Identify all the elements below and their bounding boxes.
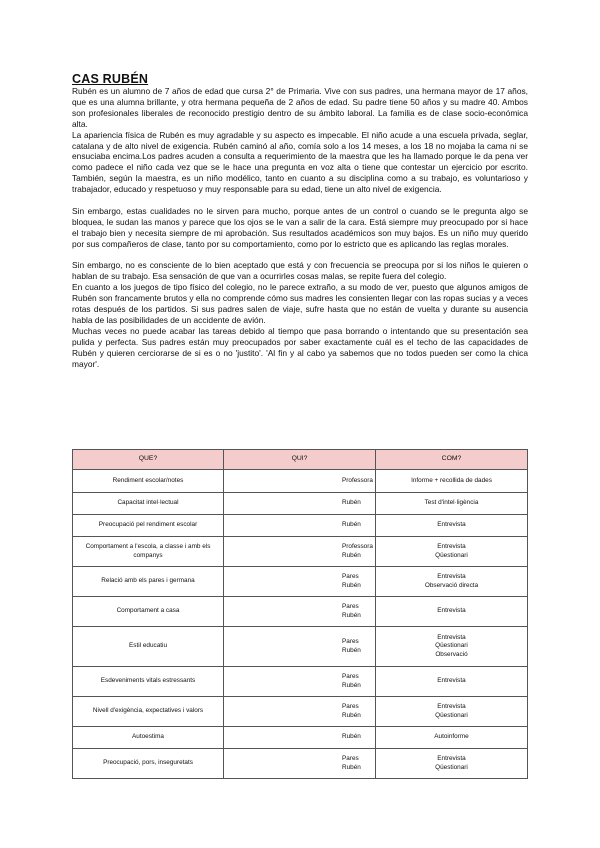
cell-qui-line: Professora xyxy=(342,543,373,551)
cell-com-line: Qüestionari xyxy=(435,642,468,650)
cell-com xyxy=(376,727,528,749)
cell-com-line: Observació directa xyxy=(424,581,479,589)
cell-qui xyxy=(224,667,376,697)
cell-com-line: Qüestionari xyxy=(435,711,468,719)
cell-com xyxy=(376,470,528,493)
cell-qui-line: Rubén xyxy=(342,763,361,771)
cell-que: Preocupació pel rendiment escolar xyxy=(73,515,224,537)
cell-qui-line: Pares xyxy=(342,638,359,646)
cell-com-line: Entrevista xyxy=(437,607,466,615)
cell-qui xyxy=(224,597,376,627)
cell-com-line: Entrevista xyxy=(437,755,466,763)
cell-que: Capacitat intel·lectual xyxy=(73,493,224,515)
cell-qui-line: Pares xyxy=(342,673,359,681)
table-row xyxy=(73,515,528,537)
cell-com xyxy=(376,697,528,727)
paragraph: Sin embargo, estas cualidades no le sirven para mucho, porque antes de un control o cuando se le pregunta algo se bloquea, le sudan las manos y parece que los ojos se le van a salir de la cara. Está siempre muy preocupado por si hace el trabajo bien y necesita siempre de mi aprobación. Sus resultados académicos son muy bajos. Es un niño muy querido por sus compañeros de clase, tanto por su comportamiento, como por lo estricto que es aplicando las reglas morales. xyxy=(72,205,528,249)
cell-qui-line: Pares xyxy=(342,573,359,581)
cell-qui xyxy=(224,567,376,597)
paragraph: Sin embargo, no es consciente de lo bien aceptado que está y con frecuencia se preocupa por si los niños le quieren o hablan de su trabajo. Esa sensación de que van a ocurrirles cosas malas, se repite fuera del colegio. xyxy=(72,260,528,282)
cell-qui-line: Rubén xyxy=(342,581,361,589)
paragraph: La apariencia física de Rubén es muy agradable y su aspecto es impecable. El niño acude a una escuela privada, seglar, catalana y de alto nivel de exigencia. Rubén caminó al año, comía solo a los 14 meses, a los 18 no mojaba la cama ni se ensuciaba encima.Los padres acuden a consulta a requerimiento de la maestra que les ha llamado porque le da pena ver como padece el niño cada vez que se le hace una pregunta en voz alta o tiene que contestar un ejercicio por escrito. También, según la maestra, es un niño modélico, tanto en cuanto a su disciplina como a su trabajo, es voluntarioso y trabajador, educado y respetuoso y muy responsable para su edad, tiene un alto nivel de exigencia. xyxy=(72,129,528,195)
cell-qui xyxy=(224,493,376,515)
cell-qui-line: Pares xyxy=(342,603,359,611)
case-description xyxy=(72,86,528,370)
cell-qui-line: Rubén xyxy=(342,499,361,507)
cell-qui xyxy=(224,515,376,537)
cell-com xyxy=(376,597,528,627)
table-row xyxy=(73,697,528,727)
cell-com-line: Qüestionari xyxy=(435,763,468,771)
cell-qui-line: Professora xyxy=(342,476,373,484)
cell-qui-line: Rubén xyxy=(342,681,361,689)
header-qui: QUI? xyxy=(224,450,376,470)
cell-com xyxy=(376,537,528,567)
cell-com-line: Entrevista xyxy=(437,633,466,641)
document-title: CAS RUBÉN xyxy=(72,72,149,86)
cell-com-line: Informe + recollida de dades xyxy=(411,476,492,484)
cell-qui xyxy=(224,749,376,779)
paragraph: Muchas veces no puede acabar las tareas debido al tiempo que pasa borrando o intentando que su presentación sea pulida y perfecta. Sus padres están muy preocupados por saber exactamente cuál es el techo de las capacidades de Rubén y quieren cerciorarse de si es o no 'justito'. 'Al fin y al cabo ya sabemos que no todos pueden ser como la chica mayor'. xyxy=(72,325,528,369)
cell-com xyxy=(376,493,528,515)
header-com: COM? xyxy=(376,450,528,470)
cell-que: Esdeveniments vitals estressants xyxy=(73,667,224,697)
cell-com-line: Entrevista xyxy=(437,703,466,711)
cell-qui xyxy=(224,727,376,749)
cell-qui-line: Rubén xyxy=(342,646,361,654)
cell-com-line: Qüestionari xyxy=(435,551,468,559)
table-header-row xyxy=(73,450,528,470)
paragraph: Rubén es un alumno de 7 años de edad que cursa 2° de Primaria. Vive con sus padres, una hermana mayor de 17 años, que es una alumna brillante, y otra hermana pequeña de 2 años de edad. Su padre tiene 50 años y su madre 40. Ambos son profesionales liberales de reconocido prestigio dentro de su ámbito laboral. La familia es de clase socio-económica alta. xyxy=(72,86,528,129)
table-row xyxy=(73,567,528,597)
cell-que: Comportament a casa xyxy=(73,597,224,627)
table-row xyxy=(73,597,528,627)
table-row xyxy=(73,470,528,493)
cell-com-line: Entrevista xyxy=(437,573,466,581)
cell-qui-line: Pares xyxy=(342,703,359,711)
table-row xyxy=(73,749,528,779)
cell-com xyxy=(376,749,528,779)
cell-qui-line: Rubén xyxy=(342,611,361,619)
cell-que: Preocupació, pors, inseguretats xyxy=(73,749,224,779)
table-row xyxy=(73,667,528,697)
cell-que: Relació amb els pares i germana xyxy=(73,567,224,597)
cell-que: Comportament a l'escola, a classe i amb els companys xyxy=(73,537,224,567)
cell-com-line: Entrevista xyxy=(437,543,466,551)
cell-que: Autoestima xyxy=(73,727,224,749)
cell-qui-line: Rubén xyxy=(342,551,361,559)
cell-com-line: Observació xyxy=(435,650,468,658)
cell-qui xyxy=(224,697,376,727)
header-que: QUE? xyxy=(73,450,224,470)
table-row xyxy=(73,627,528,667)
cell-com-line: Entrevista xyxy=(437,521,466,529)
cell-qui xyxy=(224,470,376,493)
table-row xyxy=(73,493,528,515)
table-row xyxy=(73,727,528,749)
cell-qui-line: Rubén xyxy=(342,711,361,719)
cell-que: Estil educatiu xyxy=(73,627,224,667)
paragraph: En cuanto a los juegos de tipo físico del colegio, no le parece extraño, a su modo de ver, puesto que algunos amigos de Rubén son francamente brutos y ella no comprende cómo sus madres les consienten llegar con las ropas sucias y a veces rotas después de los partidos. Si sus padres salen de viaje, sufre hasta que no están de vuelta y durante su ausencia habla de las posibilidades de un accidente de avión. xyxy=(72,282,528,325)
cell-qui xyxy=(224,537,376,567)
cell-com xyxy=(376,627,528,667)
cell-com-line: Autoinforme xyxy=(434,733,469,741)
cell-com-line: Entrevista xyxy=(437,677,466,685)
cell-com xyxy=(376,567,528,597)
table-row xyxy=(73,537,528,567)
cell-que: Nivell d'exigència, expectatives i valors xyxy=(73,697,224,727)
cell-com-line: Test d'intel·ligència xyxy=(424,499,479,507)
cell-com xyxy=(376,667,528,697)
cell-qui xyxy=(224,627,376,667)
cell-qui-line: Pares xyxy=(342,755,359,763)
cell-que: Rendiment escolar/notes xyxy=(73,470,224,493)
cell-com xyxy=(376,515,528,537)
cell-qui-line: Rubén xyxy=(342,521,361,529)
assessment-table xyxy=(72,449,528,779)
cell-qui-line: Rubén xyxy=(342,733,361,741)
